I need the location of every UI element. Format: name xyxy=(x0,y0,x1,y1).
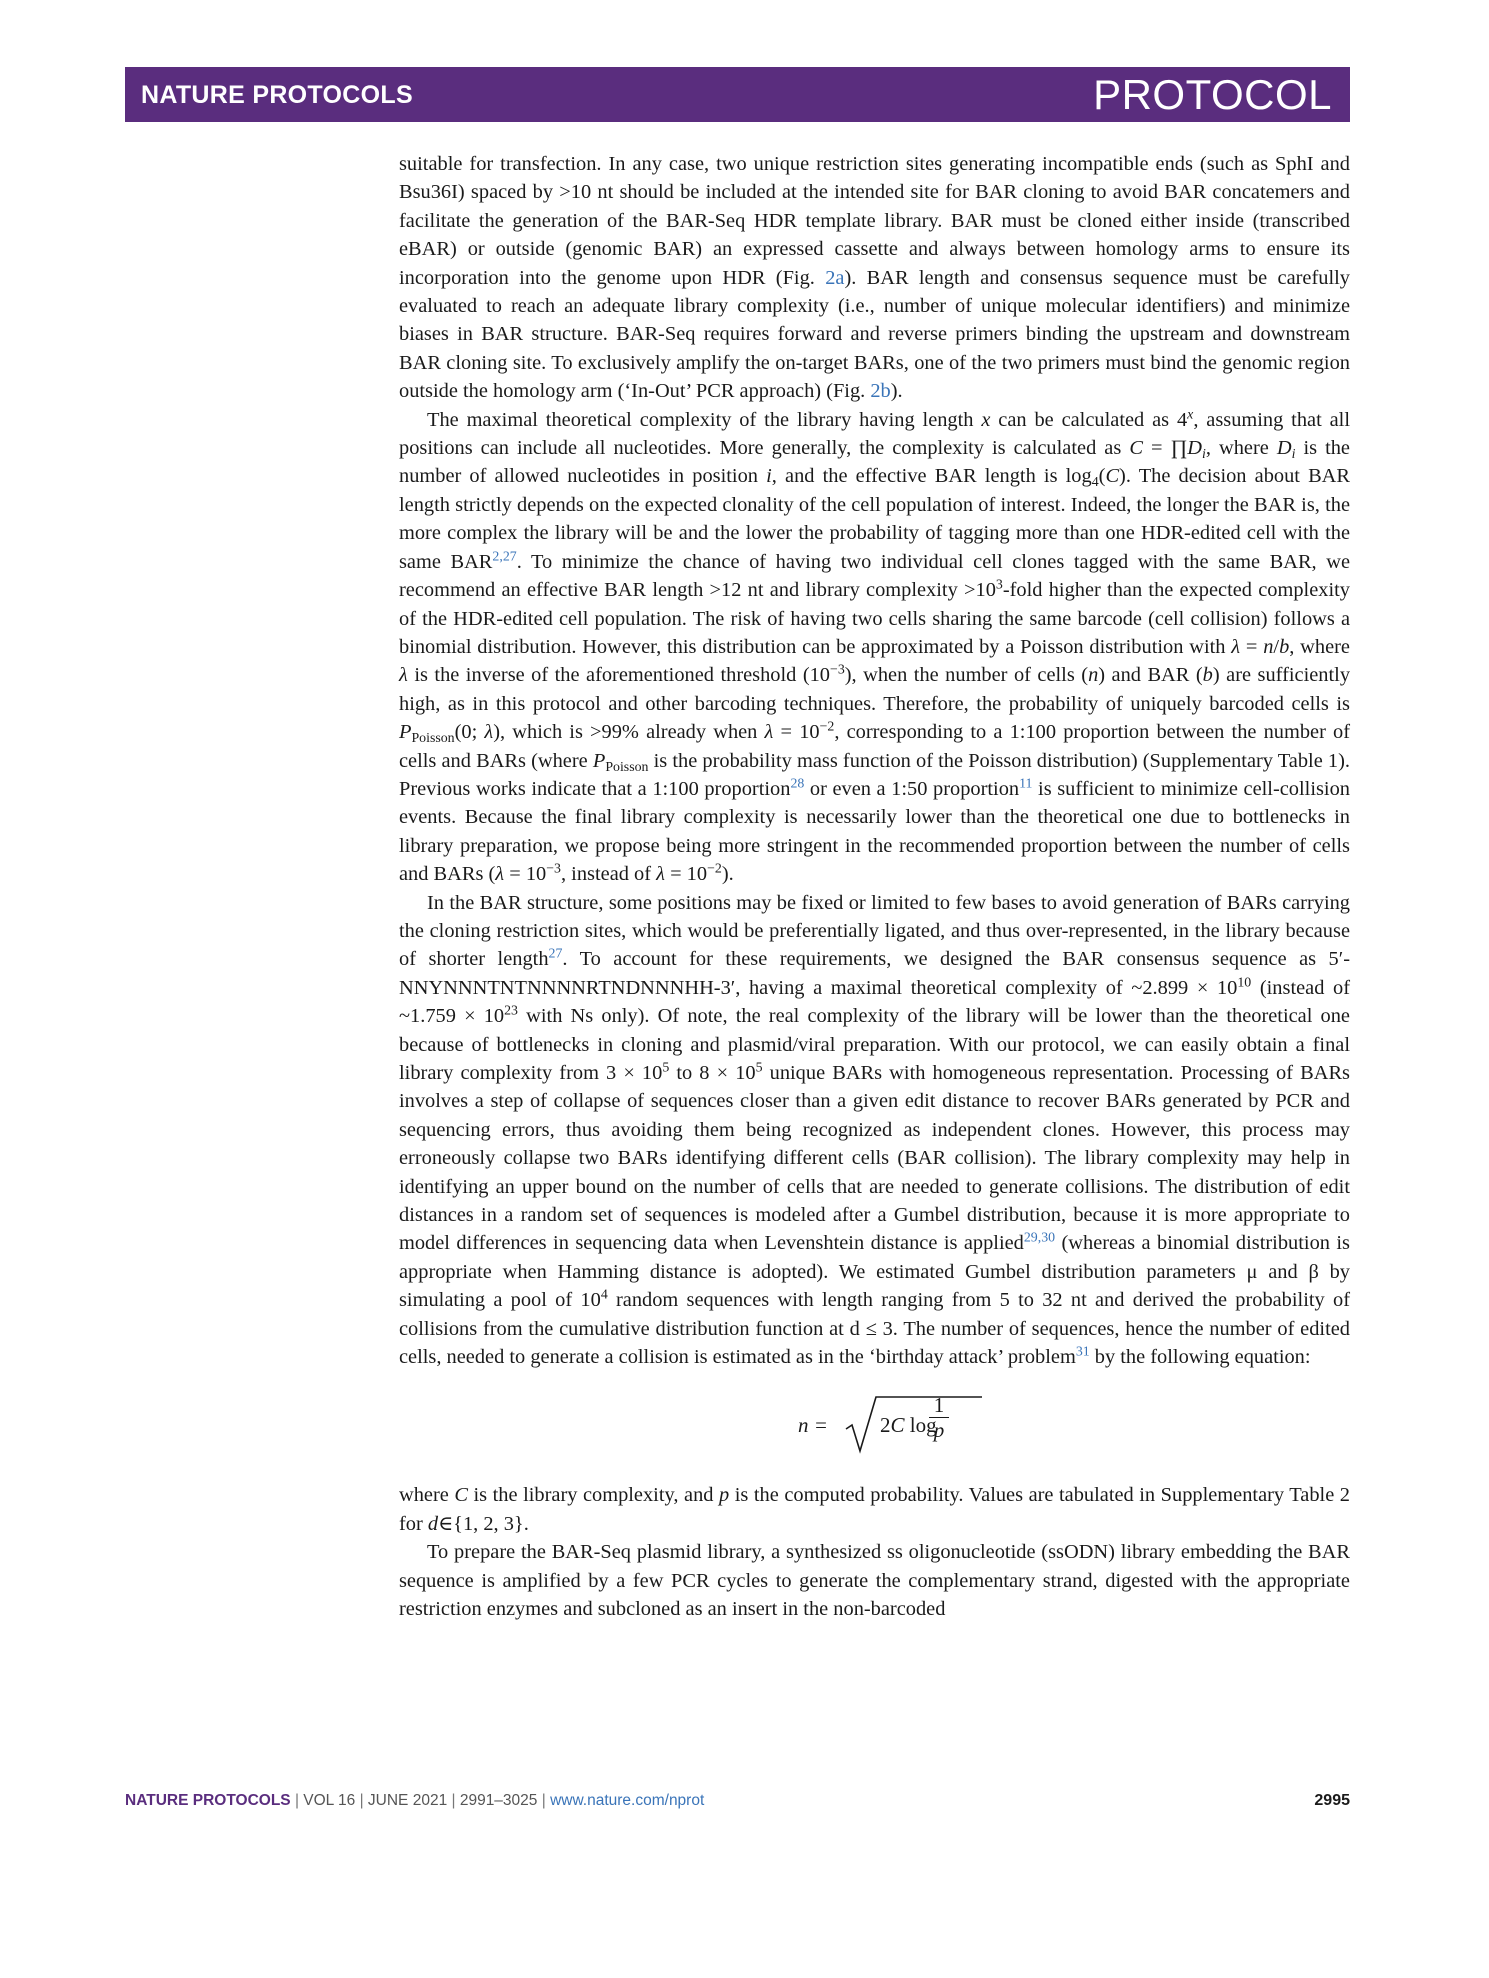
citation-ref[interactable]: 2,27 xyxy=(492,549,517,565)
citation-ref[interactable]: 31 xyxy=(1075,1344,1090,1360)
footer-date: JUNE 2021 xyxy=(367,1792,448,1809)
page-footer: NATURE PROTOCOLS | VOL 16 | JUNE 2021 | 2991–3025 | www.nature.com/nprot 2995 xyxy=(125,1792,1350,1809)
citation-ref[interactable]: 29,30 xyxy=(1023,1230,1056,1246)
article-type-label: PROTOCOL xyxy=(1093,71,1332,118)
footer-journal: NATURE PROTOCOLS xyxy=(125,1792,291,1809)
paragraph-1: suitable for transfection. In any case, two unique restriction sites generating incompatible ends (such as SphI and Bsu36I) spaced by >10 nt should be included at the intended site for BAR cloning to avoid BAR concatemers and facilitate the generation of the BAR-Seq HDR template library. BAR must be cloned either inside (transcribed eBAR) or outside (genomic BAR) an expressed cassette and always between homology arms to ensure its incorporation into the genome upon HDR (Fig. 2a). BAR length and consensus sequence must be carefully evaluated to reach an adequate library complexity (i.e., number of unique molecular identifiers) and minimize biases in BAR structure. BAR-Seq requires forward and reverse primers binding the upstream and downstream BAR cloning site. To exclusively amplify the on-target BARs, one of the two primers must bind the genomic region outside the homology arm (‘In-Out’ PCR approach) (Fig. 2b). xyxy=(399,153,1350,403)
paragraph-2: The maximal theoretical complexity of the library having length x can be calculated as 4$^x$, assuming that all positions can include all nucleotides. More generally, the complexity is calculated as $C = \prod D_i$, where $D_i$ is the number of allowed nucleotides in position i, and the effective BAR length is $\log_4(C)$. The decision about BAR length strictly depends on the expected clonality of the cell population of interest. Indeed, the longer the BAR is, the more complex the library will be and the lower the probability of tagging more than one HDR-edited cell with the same BAR$^{2,27}$. To minimize the chance of having two individual cell clones tagged with the same BAR, we recommend an effective BAR length >12 nt and library complexity $>10^3$-fold higher than the expected complexity of the HDR-edited cell population. The risk of having two cells sharing the same barcode (cell collision) follows a binomial distribution. However, this distribution can be approximated by a Poisson distribution with λ = n/b, where λ is the inverse of the aforementioned threshold $(10^{-3})$, when the number of cells (n) and BAR (b) are sufficiently high, as in this protocol and other barcoding techniques. Therefore, the probability of uniquely barcoded cells is $P_{Poisson}(0$; λ), which is >99% already when $\lambda = 10^{-2}$, corresponding to a 1:100 proportion between the number of cells and BARs (where $P_{Poisson}$ is the probability mass function of the Poisson distribution) (Supplementary Table 1). Previous works indicate that a 1:100 proportion$^{28}$ or even a 1:50 proportion$^{11}$ is sufficient to minimize cell-collision events. Because the final library complexity is necessarily lower than the theoretical one due to bottlenecks in library preparation, we propose being more stringent in the recommended proportion between the number of cells and BARs ($\lambda = 10^{-3}$, instead of $\lambda = 10^{-2}$). xyxy=(399,407,1351,886)
paragraph-4: where C is the library complexity, and p is the computed probability. Values are tabulated in Supplementary Table 2 for d∈{1, 2, 3}. xyxy=(399,1484,1350,1535)
figure-link-2b[interactable]: 2b xyxy=(870,380,891,403)
citation-ref[interactable]: 28 xyxy=(790,776,805,792)
journal-name: NATURE PROTOCOLS xyxy=(141,81,413,109)
footer-pages: 2991–3025 xyxy=(459,1792,538,1809)
equation-birthday: n = 2C log $\frac{1}{p}$ xyxy=(399,1371,1350,1481)
citation-ref[interactable]: 27 xyxy=(548,946,563,962)
footer-volume: VOL 16 xyxy=(303,1792,356,1809)
journal-banner xyxy=(125,67,1350,122)
body-text xyxy=(399,150,1350,1624)
paragraph-5: To prepare the BAR-Seq plasmid library, a synthesized ss oligonucleotide (ssODN) library embedding the BAR sequence is amplified by a few PCR cycles to generate the complementary strand, digested with the appropriate restriction enzymes and subcloned as an insert in the non-barcoded xyxy=(399,1541,1350,1621)
paragraph-3: In the BAR structure, some positions may be fixed or limited to few bases to avoid generation of BARs carrying the cloning restriction sites, which would be preferentially ligated, and thus over-represented, in the library because of shorter length$^{27}$. To account for these requirements, we designed the BAR consensus sequence as 5′-NNYNNNTNTNNNNRTNDNNNHH-3′, having a maximal theoretical complexity of ~2.899 × $10^{10}$ (instead of ~1.759 × $10^{23}$ with Ns only). Of note, the real complexity of the library will be lower than the theoretical one because of bottlenecks in cloning and plasmid/viral preparation. With our protocol, we can easily obtain a final library complexity from $3 \times 10^5$ to $8 \times 10^5$ unique BARs with homogeneous representation. Processing of BARs involves a step of collapse of sequences closer than a given edit distance to recover BARs generated by PCR and sequencing errors, thus avoiding them being recognized as independent clones. However, this process may erroneously collapse two BARs identifying different cells (BAR collision). The library complexity may help in identifying an upper bound on the number of cells that are needed to generate collisions. The distribution of edit distances in a random set of sequences is modeled after a Gumbel distribution, because it is more appropriate to model differences in sequencing data when Levenshtein distance is applied$^{29,30}$ (whereas a binomial distribution is appropriate when Hamming distance is adopted). We estimated Gumbel distribution parameters μ and β by simulating a pool of $10^4$ random sequences with length ranging from 5 to 32 nt and derived the probability of collisions from the cumulative distribution function at d ≤ 3. The number of sequences, hence the number of edited cells, needed to generate a collision is estimated as in the ‘birthday attack’ problem$^{31}$ by the following equation: xyxy=(399,891,1351,1369)
figure-link-2a[interactable]: 2a xyxy=(825,266,845,289)
footer-url[interactable]: www.nature.com/nprot xyxy=(550,1792,705,1809)
citation-ref[interactable]: 11 xyxy=(1019,776,1033,792)
page-number: 2995 xyxy=(1314,1792,1350,1809)
